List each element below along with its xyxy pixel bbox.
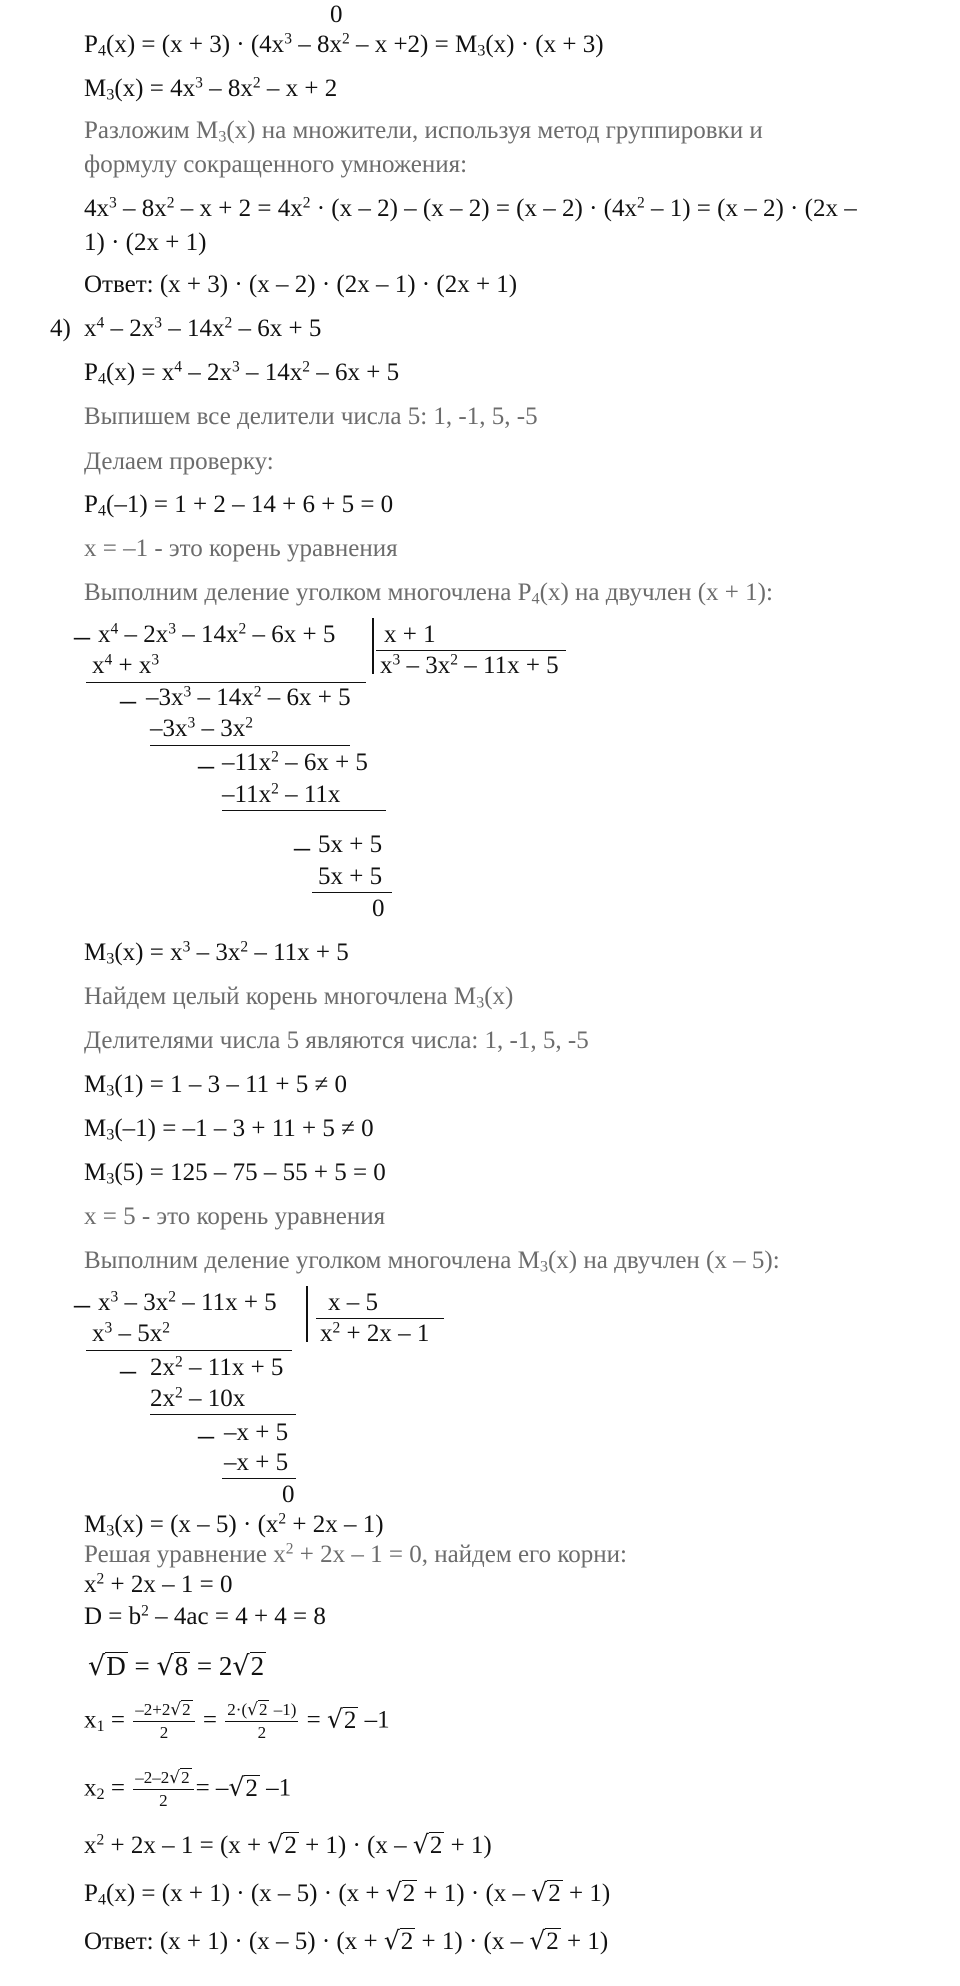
ld2-subtrahend-2: $2x^2 - 10x$	[150, 1384, 246, 1412]
minus-sign: –	[198, 1416, 214, 1452]
fraction: $\frac{-2-2√2}{2}$	[133, 1768, 193, 1812]
fraction: $\frac{-2+2√2}{2}$	[133, 1700, 194, 1744]
minus-sign: –	[74, 1285, 90, 1321]
ld2-divisor: x – 5	[328, 1289, 378, 1316]
check-text: Делаем проверку:	[84, 448, 274, 475]
divisors-text-2: Делителями числа 5 являются числа: 1, -1, 5, -5	[84, 1027, 589, 1054]
solve-intro: Решая уравнение $x^2 + 2x - 1 = 0$, найдем его корни:	[84, 1540, 627, 1568]
problem-number: 4)	[50, 315, 71, 342]
m3-factored-line: $M_3(x) = (x - 5) \cdot (x^2 + 2x - 1)$	[84, 1510, 384, 1540]
ld2-remainder-2: –x + 5	[224, 1419, 289, 1446]
underline	[312, 892, 392, 893]
root-statement-1: x = –1 - это корень уравнения	[84, 535, 398, 562]
m3-result-line: $M_3(x) = x^3 - 3x^2 - 11x + 5$	[84, 938, 349, 968]
p4-factored: $P_4(x) = (x + 1) \cdot (x - 5) \cdot (x + √2 + 1) \cdot (x - √2 + 1)$	[84, 1878, 611, 1909]
root-x2-line: $x_2$ = $\frac{-2-2√2}{2}$ = –√2 –1	[84, 1768, 292, 1811]
ld1-subtrahend-1: $x^4 + x^3$	[92, 651, 160, 679]
ld2-remainder-1: $2x^2 - 11x + 5$	[150, 1353, 284, 1381]
underline	[150, 1414, 296, 1415]
answer-part-3: Ответ: (x + 3) · (x – 2) · (2x – 1) · (2x + 1)	[84, 271, 518, 298]
p4-check-minus-one: $P_4(-1) = 1 + 2 - 14 + 6 + 5 = 0$	[84, 491, 394, 520]
minus-sign: –	[198, 746, 214, 782]
ld1-subtrahend-4: 5x + 5	[318, 863, 383, 890]
ld1-dividend: $x^4 - 2x^3 - 14x^2 - 6x + 5$	[98, 620, 336, 648]
ld2-quotient: $x^2 + 2x - 1$	[320, 1319, 430, 1347]
minus-sign: –	[74, 617, 90, 653]
underline	[222, 1478, 296, 1479]
m3-definition-line: $M_3(x) = 4x^3 - 8x^2 - x + 2$	[84, 74, 338, 104]
p4-definition: $P_4(x) = x^4 - 2x^3 - 14x^2 - 6x + 5$	[84, 358, 400, 388]
ld2-subtrahend-1: $x^3 - 5x^2$	[92, 1319, 170, 1347]
answer-part-4: Ответ: (x + 1) · (x – 5) · (x + √2 + 1) · (x – √2 + 1)	[84, 1926, 609, 1955]
explanation-grouping-2: формулу сокращенного умножения:	[84, 151, 468, 178]
division-intro-2: Выполним деление уголком многочлена $M_3(x)$ на двучлен (x – 5):	[84, 1247, 780, 1276]
ld1-final-remainder: 0	[372, 895, 385, 922]
ld1-remainder-3: 5x + 5	[318, 831, 383, 858]
underline	[86, 1350, 292, 1351]
explanation-grouping: Разложим $M_3(x)$ на множители, используя метод группировки и	[84, 117, 763, 146]
problem-statement: $x^4 - 2x^3 - 14x^2 - 6x + 5$	[84, 314, 322, 342]
ld1-subtrahend-2: $-3x^3 - 3x^2$	[150, 714, 253, 742]
ld1-remainder-1: $-3x^3 - 14x^2 - 6x + 5$	[146, 683, 351, 711]
underline	[150, 745, 350, 746]
m3-check-1: $M_3(1) = 1 - 3 - 11 + 5 \ne 0$	[84, 1071, 348, 1100]
p4-product-line: $P_4(x) = (x + 3) \cdot (4x^3 - 8x^2 - x +2) = M_3(x) \cdot (x + 3)$	[84, 30, 604, 60]
division-intro-1: Выполним деление уголком многочлена $P_4(x)$ на двучлен (x + 1):	[84, 579, 773, 608]
root-statement-2: x = 5 - это корень уравнения	[84, 1203, 386, 1230]
ld1-remainder-2: $-11x^2 - 6x + 5$	[222, 748, 368, 776]
root-x1-line: $x_1$ = $\frac{-2+2√2}{2}$ = $\frac{2\cdot(√2 -1)}{2}$ = √2 –1	[84, 1700, 390, 1743]
minus-sign: –	[120, 1351, 136, 1387]
ld2-subtrahend-3: –x + 5	[224, 1449, 289, 1476]
divisor-underline	[376, 650, 566, 651]
minus-sign: –	[294, 828, 310, 864]
remainder-zero-top: 0	[330, 1, 343, 28]
m3-check-5: $M_3(5) = 125 - 75 - 55 + 5 = 0$	[84, 1159, 386, 1188]
ld1-subtrahend-3: $-11x^2 - 11x$	[222, 780, 341, 808]
divisors-text: Выпишем все делители числа 5: 1, -1, 5, -5	[84, 403, 538, 430]
ld1-divisor: x + 1	[384, 621, 436, 648]
underline	[222, 810, 386, 811]
ld2-dividend: $x^3 - 3x^2 - 11x + 5$	[98, 1288, 277, 1316]
m3-check-minus-1: $M_3(-1) = -1 - 3 + 11 + 5 \ne 0$	[84, 1115, 374, 1144]
quadratic-factored: $x^2 + 2x - 1 = (x + √2 + 1) \cdot (x - √2 + 1)$	[84, 1830, 492, 1859]
factorization-line: $4x^3 - 8x^2 - x + 2 = 4x^2 \cdot (x - 2) - (x - 2) = (x - 2) \cdot (4x^2 - 1) = (x - 2) \cdot (2x$ –	[84, 194, 857, 222]
fraction: $\frac{2\cdot(√2 -1)}{2}$	[227, 1700, 297, 1743]
ld2-final-remainder: 0	[282, 1481, 295, 1508]
sqrt-discriminant-line: √D = √8 = 2√2	[88, 1651, 265, 1682]
discriminant-line: $D = b^2 - 4ac = 4 + 4 = 8$	[84, 1602, 326, 1630]
ld1-quotient: $x^3 - 3x^2 - 11x + 5$	[380, 651, 559, 679]
find-root-text: Найдем целый корень многочлена $M_3(x)$	[84, 983, 514, 1012]
division-bar	[306, 1286, 308, 1342]
quadratic-equation: $x^2 + 2x - 1 = 0$	[84, 1570, 233, 1598]
factorization-line-2: 1) · (2x + 1)	[84, 229, 207, 256]
division-bar	[372, 618, 374, 674]
minus-sign: –	[120, 681, 136, 717]
